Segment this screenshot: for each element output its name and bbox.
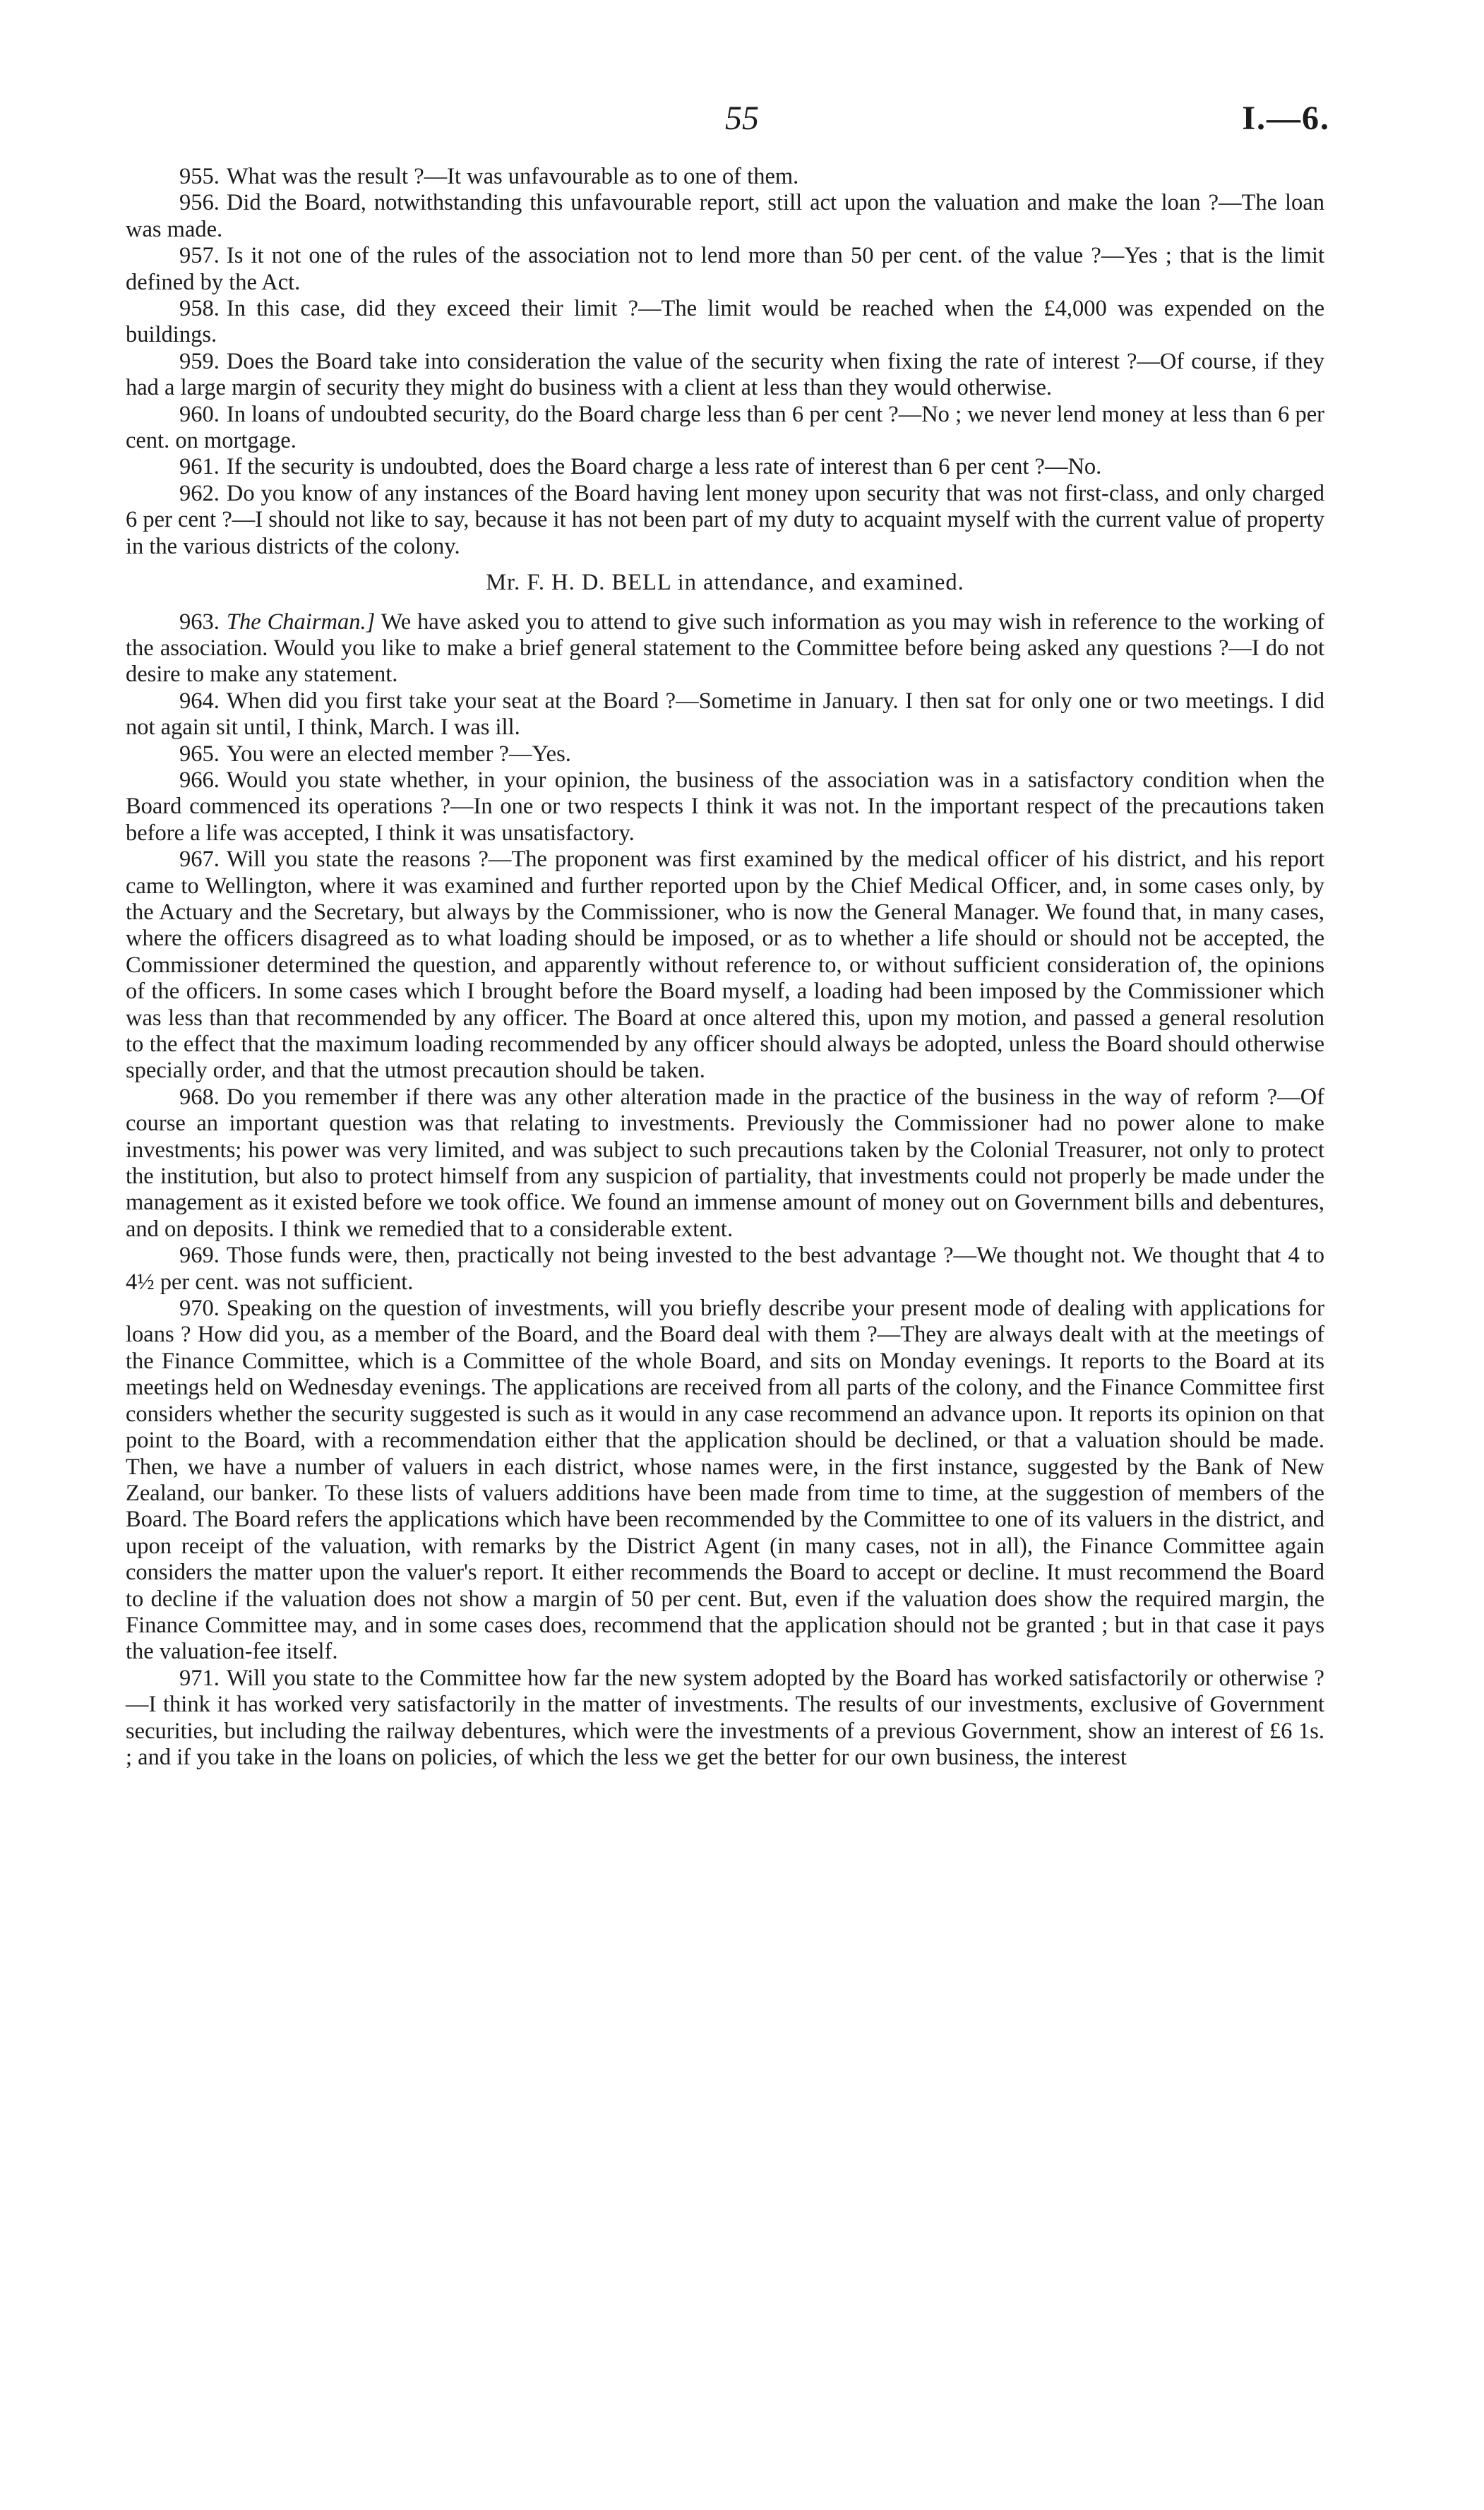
question-text: Will you state to the Committee how far the new system adopted by the Board has worked satisfactorily or otherwise ?—I think it has worked very satisfactorily in the matter of investments. The results of our investments, exclusive of Government securities, but including the railway debentures, which were the investments of a previous Government, show an interest of £6 1s. ; and if you take in the loans on policies, of which the less we get the better for our own business, the interest xyxy=(126,1665,1324,1770)
page-number: 55 xyxy=(725,100,759,137)
question-967 xyxy=(126,847,1324,1084)
question-number: 959. xyxy=(179,348,220,374)
question-number: 963. xyxy=(179,609,220,635)
question-955 xyxy=(126,164,1324,190)
question-961 xyxy=(126,454,1324,480)
question-number: 957. xyxy=(179,243,220,269)
question-957 xyxy=(126,243,1324,296)
speaker-label: The Chairman.] xyxy=(226,609,376,635)
document-reference: I.—6. xyxy=(1242,100,1330,137)
question-number: 961. xyxy=(179,454,220,480)
question-966 xyxy=(126,767,1324,847)
question-960 xyxy=(126,402,1324,455)
question-number: 960. xyxy=(179,401,220,427)
question-text: Those funds were, then, practically not being invested to the best advantage ?—We thought not. We thought that 4 to 4½ per cent. was not sufficient. xyxy=(126,1243,1324,1295)
witness-heading: Mr. F. H. D. BELL in attendance, and examined. xyxy=(486,570,964,596)
question-962 xyxy=(126,481,1324,560)
question-number: 962. xyxy=(179,480,220,506)
question-text: Does the Board take into consideration the value of the security when fixing the rate of interest ?—Of course, if they had a large margin of security they might do business with a client at less than they would otherwise. xyxy=(126,348,1324,401)
question-969 xyxy=(126,1243,1324,1296)
question-text: Do you remember if there was any other alteration made in the practice of the business in the way of reform ?—Of course an important question was that relating to investments. Previously the Commissioner had no power alone to make investments; his power was very limited, and was subject to such precautions taken by the Colonial Treasurer, not only to protect the institution, but also to protect himself from any suspicion of partiality, that investments could not properly be made under the management as it existed before we took office. We found an immense amount of money out on Government bills and debentures, and on deposits. I think we remedied that to a considerable extent. xyxy=(126,1084,1324,1242)
question-text: Do you know of any instances of the Board having lent money upon security that was not first-class, and only charged 6 per cent ?—I should not like to say, because it has not been part of my duty to acquaint myself with the current value of property in the various districts of the colony. xyxy=(126,480,1324,559)
question-970 xyxy=(126,1296,1324,1666)
question-959 xyxy=(126,349,1324,402)
question-968 xyxy=(126,1084,1324,1243)
question-text: You were an elected member ?—Yes. xyxy=(226,741,571,767)
question-text: When did you first take your seat at the Board ?—Sometime in January. I then sat for only one or two meetings. I did not again sit until, I think, March. I was ill. xyxy=(126,688,1324,741)
question-text: If the security is undoubted, does the Board charge a less rate of interest than 6 per cent ?—No. xyxy=(226,454,1102,480)
question-number: 968. xyxy=(179,1084,220,1110)
question-965 xyxy=(126,741,1324,767)
question-number: 955. xyxy=(179,164,220,189)
question-number: 966. xyxy=(179,767,220,793)
question-963 xyxy=(126,609,1324,688)
question-number: 965. xyxy=(179,741,220,767)
question-964 xyxy=(126,688,1324,741)
question-958 xyxy=(126,296,1324,349)
question-text: Is it not one of the rules of the association not to lend more than 50 per cent. of the value ?—Yes ; that is the limit defined by the Act. xyxy=(126,243,1324,295)
question-number: 958. xyxy=(179,296,220,322)
question-text: Speaking on the question of investments, will you briefly describe your present mode of dealing with applications for loans ? How did you, as a member of the Board, and the Board deal with them ?—They are always dealt with at the meetings of the Finance Committee, which is a Committee of the whole Board, and sits on Monday evenings. It reports to the Board at its meetings held on Wednesday evenings. The applications are received from all parts of the colony, and the Finance Committee first considers whether the security suggested is such as it would in any case recommend an advance upon. It reports its opinion on that point to the Board, with a recommendation either that the application should be declined, or that a valuation should be made. Then, we have a number of valuers in each district, whose names were, in the first instance, suggested by the Bank of New Zealand, our banker. To these lists of valuers additions have been made from time to time, at the suggestion of members of the Board. The Board refers the applications which have been recommended by the Committee to one of its valuers in the district, and upon receipt of the valuation, with remarks by the District Agent (in many cases, not in all), the Finance Committee again considers the matter upon the valuer's report. It either recommends the Board to accept or decline. It must recommend the Board to decline if the valuation does not show a margin of 50 per cent. But, even if the valuation does show the required margin, the Finance Committee may, and in some cases does, recommend that the application should not be granted ; but in that case it pays the valuation-fee itself. xyxy=(126,1296,1324,1665)
question-text: In loans of undoubted security, do the Board charge less than 6 per cent ?—No ; we never lend money at less than 6 per cent. on mortgage. xyxy=(126,401,1324,454)
question-number: 971. xyxy=(179,1665,220,1691)
question-956 xyxy=(126,190,1324,243)
question-text: Did the Board, notwithstanding this unfavourable report, still act upon the valuation and make the loan ?—The loan was made. xyxy=(126,190,1324,242)
question-number: 956. xyxy=(179,190,220,216)
question-971 xyxy=(126,1666,1324,1771)
question-text: Would you state whether, in your opinion, the business of the association was in a satisfactory condition when the Board commenced its operations ?—In one or two respects I think it was not. In the important respect of the precautions taken before a life was accepted, I think it was unsatisfactory. xyxy=(126,767,1324,846)
question-number: 967. xyxy=(179,847,220,873)
question-text: Will you state the reasons ?—The proponent was first examined by the medical officer of his district, and his report came to Wellington, where it was examined and further reported upon by the Chief Medical Officer, and, in some cases only, by the Actuary and the Secretary, but always by the Commissioner, who is now the General Manager. We found that, in many cases, where the officers disagreed as to what loading should be imposed, or as to whether a life should or should not be accepted, the Commissioner determined the question, and apparently without reference to, or without sufficient consideration of, the opinions of the officers. In some cases which I brought before the Board myself, a loading had been imposed by the Commissioner which was less than that recommended by any officer. The Board at once altered this, upon my motion, and passed a general resolution to the effect that the maximum loading recommended by any officer should always be adopted, unless the Board should otherwise specially order, and that the utmost precaution should be taken. xyxy=(126,847,1324,1084)
question-text: What was the result ?—It was unfavourable as to one of them. xyxy=(226,164,799,189)
question-number: 969. xyxy=(179,1243,220,1269)
question-number: 964. xyxy=(179,688,220,714)
question-number: 970. xyxy=(179,1296,220,1322)
question-text: We have asked you to attend to give such information as you may wish in reference to the working of the association. Would you like to make a brief general statement to the Committee before being asked any questions ?—I do not desire to make any statement. xyxy=(126,609,1324,688)
question-text: In this case, did they exceed their limit ?—The limit would be reached when the £4,000 was expended on the buildings. xyxy=(126,296,1324,348)
evidence-body xyxy=(126,164,1324,1771)
